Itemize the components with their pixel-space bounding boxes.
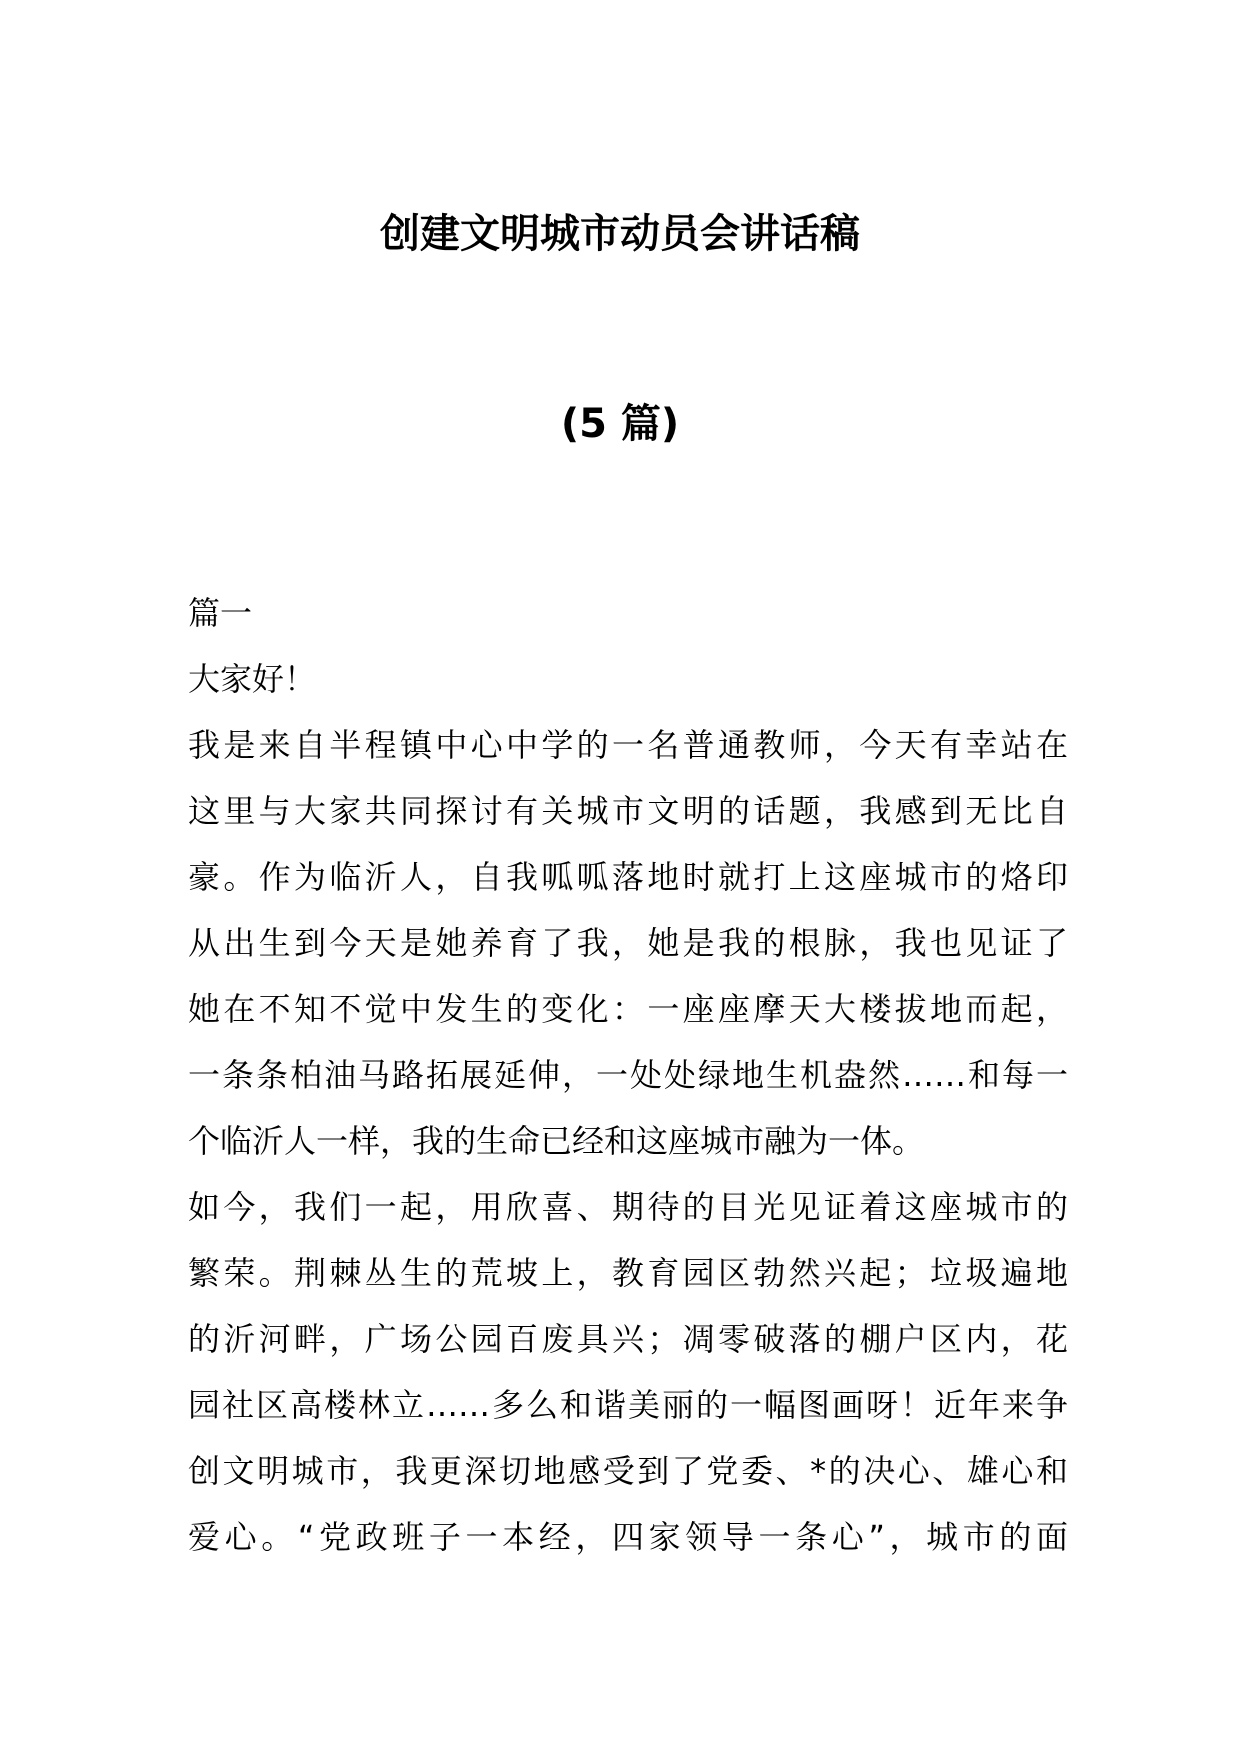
paragraph-line: 如今，我们一起，用欣喜、期待的目光见证着这座城市的 — [188, 1188, 1068, 1226]
paragraph-line: 她在不知不觉中发生的变化：一座座摩天大楼拔地而起， — [188, 990, 1068, 1028]
section-heading: 篇一 — [188, 594, 253, 632]
document-subtitle: (5 篇) — [560, 401, 680, 447]
paragraph-line: 繁荣。荆棘丛生的荒坡上，教育园区勃然兴起；垃圾遍地 — [188, 1254, 1068, 1292]
greeting-line: 大家好！ — [188, 660, 317, 698]
paragraph-line: 个临沂人一样，我的生命已经和这座城市融为一体。 — [188, 1122, 925, 1160]
paragraph-line: 爱心。“党政班子一本经，四家领导一条心”，城市的面 — [188, 1518, 1068, 1556]
paragraph-line: 豪。作为临沂人，自我呱呱落地时就打上这座城市的烙印 — [188, 858, 1068, 896]
paragraph-line: 创文明城市，我更深切地感受到了党委、*的决心、雄心和 — [188, 1452, 1068, 1490]
paragraph-line: 从出生到今天是她养育了我，她是我的根脉，我也见证了 — [188, 924, 1068, 962]
document-title: 创建文明城市动员会讲话稿 — [380, 211, 860, 257]
document-body — [188, 580, 1068, 1570]
paragraph-line: 这里与大家共同探讨有关城市文明的话题，我感到无比自 — [188, 792, 1068, 830]
paragraph-line: 我是来自半程镇中心中学的一名普通教师，今天有幸站在 — [188, 726, 1068, 764]
paragraph-line: 一条条柏油马路拓展延伸，一处处绿地生机盎然……和每一 — [188, 1056, 1068, 1094]
paragraph-line: 园社区高楼林立……多么和谐美丽的一幅图画呀！近年来争 — [188, 1386, 1068, 1424]
paragraph-line: 的沂河畔，广场公园百废具兴；凋零破落的棚户区内，花 — [188, 1320, 1068, 1358]
